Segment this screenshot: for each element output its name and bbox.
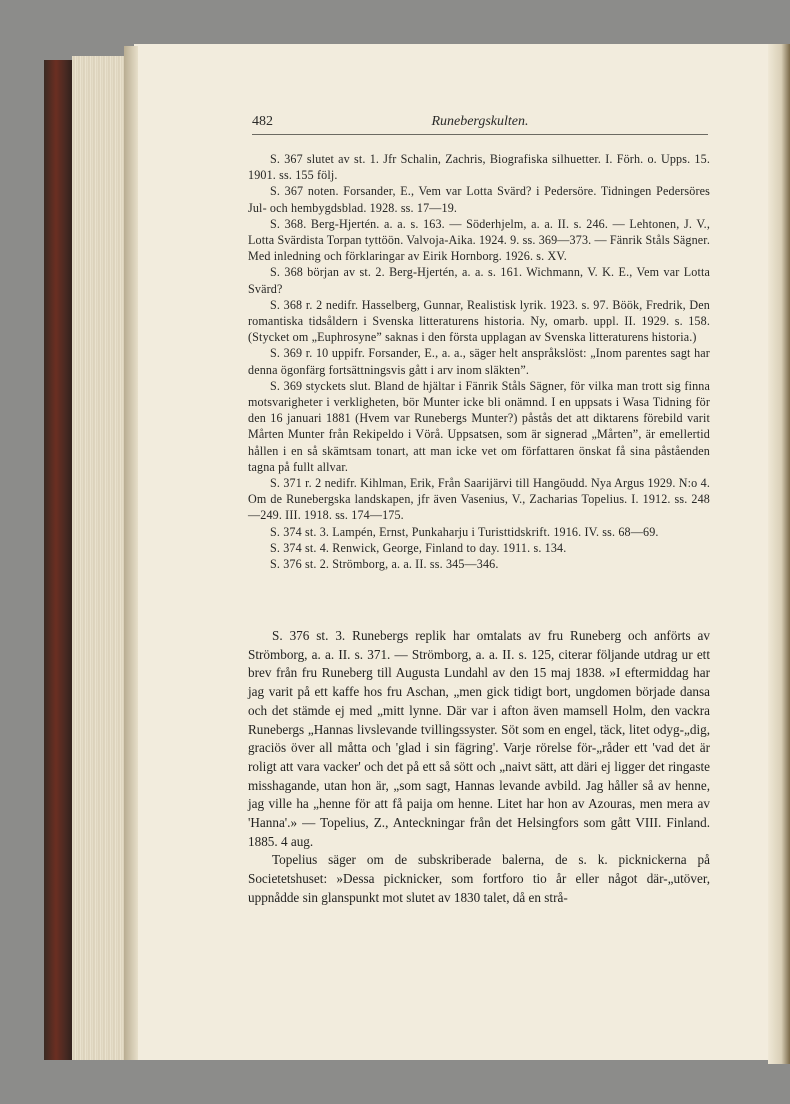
running-title: Runebergskulten. — [431, 114, 529, 129]
gutter-shadow — [124, 46, 138, 1060]
body-text — [248, 627, 710, 908]
page-number: 482 — [252, 114, 273, 129]
right-page-edge — [768, 44, 790, 1064]
note-paragraph: S. 368 början av st. 2. Berg-Hjertén, a. a. s. 161. Wichmann, V. K. E., Vem var Lotta Svärd? — [248, 265, 710, 296]
note-paragraph: S. 374 st. 3. Lampén, Ernst, Punkaharju i Turisttidskrift. 1916. IV. ss. 68—69. — [270, 524, 659, 539]
body-paragraph: Topelius säger om de subskriberade balerna, de s. k. picknickerna på Societetshuset: »Dessa picknicker, som fortforo tio år eller något där-„utöver, uppnådde sin glanspunkt mot slutet av 1830 talet, då en strå- — [248, 852, 710, 905]
note-paragraph: S. 369 r. 10 uppifr. Forsander, E., a. a., säger helt anspråkslöst: „Inom parentes sagt har denna ögonfärg fortsättningsvis gått i arv inom släkten”. — [248, 346, 710, 377]
note-paragraph: S. 374 st. 4. Renwick, George, Finland to day. 1911. s. 134. — [270, 540, 567, 555]
body-paragraph: S. 376 st. 3. Runebergs replik har omtalats av fru Runeberg och anförts av Strömborg, a. a. II. s. 371. — Strömborg, a. a. II. s. 125, citerar följande utdrag ur ett brev från fru Runeberg till Augusta Lundahl av den 15 maj 1838. »I eftermiddag har jag varit på ett kaffe hos fru Aschan, „men gick tidigt bort, ungdomen började dansa och det stämde ej med „mitt lynne. Där var i afton även mamsell Holm, den vackra Runebergs „Hannas livslevande tvillingssyster. Söt som en engel, täck, litet odyg-„dig, graciös över all måtta och 'glad i sin fägring'. Varje rörelse för-„råder ett 'vad det är roligt att vara vacker' och det på ett så sött och „naivt sätt, att däri ej ligger det ringaste misshagande, utan hon är, „som sagt, Hannas levande avbild. Jag håller så av henne, jag ville ha „henne för att få paija om henne. Litet har hon av Azouras, men mera av 'Hanna'.» — Topelius, Z., Anteckningar från det Helsingfors som gått VIII. Finland. 1885. 4 aug. — [248, 628, 710, 849]
note-paragraph: S. 369 styckets slut. Bland de hjältar i Fänrik Ståls Sägner, för vilka man trott sig finna motsvarigheter i verkligheten, bör Munter icke bli onämnd. I en uppsats i Wasa Tidning för den 16 januari 1881 (Hvem var Runebergs Munter?) påstås det att diktarens förebild varit Mårten Munter från Rekipeldo i Vörå. Uppsatsen, som är signerad „Mårten”, är emellertid hållen i en så skämtsam tonart, att man icke vet om författaren önskat få sina påståenden tagna på fullt allvar. — [248, 378, 710, 474]
page-header — [252, 112, 708, 135]
note-paragraph: S. 367 slutet av st. 1. Jfr Schalin, Zachris, Biografiska silhuetter. I. Förh. o. Upps. 15. 1901. ss. 155 följ. — [248, 152, 710, 183]
book-binding-edge — [44, 60, 74, 1060]
note-paragraph: S. 368 r. 2 nedifr. Hasselberg, Gunnar, Realistisk lyrik. 1923. s. 97. Böök, Fredrik, Den romantiska tidsåldern i Svenska litteraturens historia. Ny, omarb. uppl. II. 1929. s. 158. (Stycket om „Euphrosyne” saknas i den första upplagan av Svenska litteraturens historia.) — [248, 297, 710, 345]
note-paragraph: S. 371 r. 2 nedifr. Kihlman, Erik, Från Saarijärvi till Hangöudd. Nya Argus 1929. N:o 4. Om de Runebergska landskapen, jfr även Vasenius, V., Zacharias Topelius. I. 1912. ss. 248—249. III. 1918. ss. 174—175. — [248, 476, 710, 523]
note-paragraph: S. 368. Berg-Hjertén. a. a. s. 163. — Söderhjelm, a. a. II. s. 246. — Lehtonen, J. V., Lotta Svärdista Torpan tyttöön. Valvoja-Aika. 1924. 9. ss. 369—373. — Fänrik Ståls Sägner. Med inledning och förklaringar av Eirik Hornborg. 1926. s. XV. — [248, 216, 710, 264]
notes-section — [248, 151, 710, 572]
note-paragraph: S. 376 st. 2. Strömborg, a. a. II. ss. 345—346. — [270, 557, 499, 572]
note-paragraph: S. 367 noten. Forsander, E., Vem var Lotta Svärd? i Pedersöre. Tidningen Pedersöres Jul- och hembygdsblad. 1928. ss. 17—19. — [248, 184, 710, 215]
